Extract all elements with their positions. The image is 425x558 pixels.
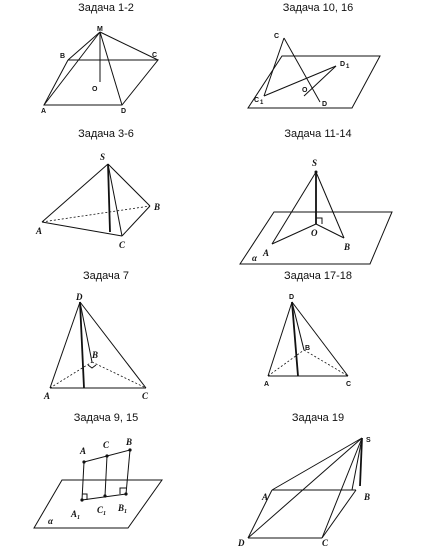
label-c: C xyxy=(152,52,158,59)
problem-3-6 xyxy=(0,126,212,265)
label-b: B xyxy=(305,345,311,352)
plane-segments-figure xyxy=(212,0,424,139)
label-a: A xyxy=(44,391,51,401)
label-a: A xyxy=(264,381,270,388)
label-a1-sub: 1 xyxy=(77,515,80,521)
label-c: C xyxy=(119,240,126,250)
label-c1-sub: 1 xyxy=(260,100,264,106)
label-s: S xyxy=(366,437,371,444)
pyramid-figure xyxy=(0,0,212,139)
label-d: D xyxy=(121,108,127,115)
label-m: M xyxy=(97,26,103,33)
problem-title: Задача 3-6 xyxy=(78,128,134,140)
problem-11-14 xyxy=(212,126,424,265)
tetrahedron-height-figure xyxy=(0,268,212,407)
problem-title: Задача 11-14 xyxy=(284,128,352,140)
label-o: O xyxy=(311,228,318,238)
label-c1: C xyxy=(254,97,260,104)
tetrahedron-figure xyxy=(0,126,212,265)
label-c1-sub: 1 xyxy=(103,511,106,517)
label-alpha: α xyxy=(48,516,53,526)
label-d: D xyxy=(76,292,83,302)
label-c: C xyxy=(322,538,329,548)
label-b: B xyxy=(60,53,66,60)
label-b1-sub: 1 xyxy=(124,509,127,515)
tetrahedron-figure xyxy=(212,268,424,407)
problem-7 xyxy=(0,268,212,407)
prism-figure xyxy=(212,410,424,549)
label-a: A xyxy=(36,226,43,236)
label-b: B xyxy=(92,350,99,360)
problem-19 xyxy=(212,410,424,549)
problem-title: Задача 7 xyxy=(82,270,130,282)
label-o: O xyxy=(92,86,98,93)
problem-title: Задача 17-18 xyxy=(283,270,353,282)
label-a: A xyxy=(262,492,269,502)
label-s: S xyxy=(312,158,318,168)
label-b: B xyxy=(364,492,371,502)
label-c1: C xyxy=(97,505,104,515)
problem-17-18 xyxy=(212,268,424,407)
label-c: C xyxy=(346,381,352,388)
label-a: A xyxy=(80,446,87,456)
label-d: D xyxy=(289,294,295,301)
label-a: A xyxy=(41,108,47,115)
label-c: C xyxy=(103,440,110,450)
label-b: B xyxy=(154,202,161,212)
label-b1: B xyxy=(118,503,125,513)
problem-title: Задача 9, 15 xyxy=(73,412,139,424)
label-d: D xyxy=(322,101,328,108)
label-d: D xyxy=(238,538,245,548)
problem-9-15 xyxy=(0,410,212,549)
label-d1: D xyxy=(340,61,346,68)
parallel-segments-figure xyxy=(0,410,212,549)
problem-title: Задача 19 xyxy=(291,412,345,424)
label-a: A xyxy=(263,248,270,258)
label-o: O xyxy=(302,87,308,94)
label-d1-sub: 1 xyxy=(346,64,350,70)
problem-1-2 xyxy=(0,0,212,139)
label-a1: A xyxy=(71,509,78,519)
problem-title: Задача 1-2 xyxy=(78,2,134,14)
problem-10-16 xyxy=(212,0,424,139)
label-alpha: α xyxy=(252,253,257,263)
plane-projection-figure xyxy=(212,126,424,265)
label-b: B xyxy=(126,437,133,447)
problem-title: Задача 10, 16 xyxy=(282,2,354,14)
label-c: C xyxy=(274,33,280,40)
label-s: S xyxy=(100,152,106,162)
label-c: C xyxy=(142,391,149,401)
label-b: B xyxy=(344,242,351,252)
